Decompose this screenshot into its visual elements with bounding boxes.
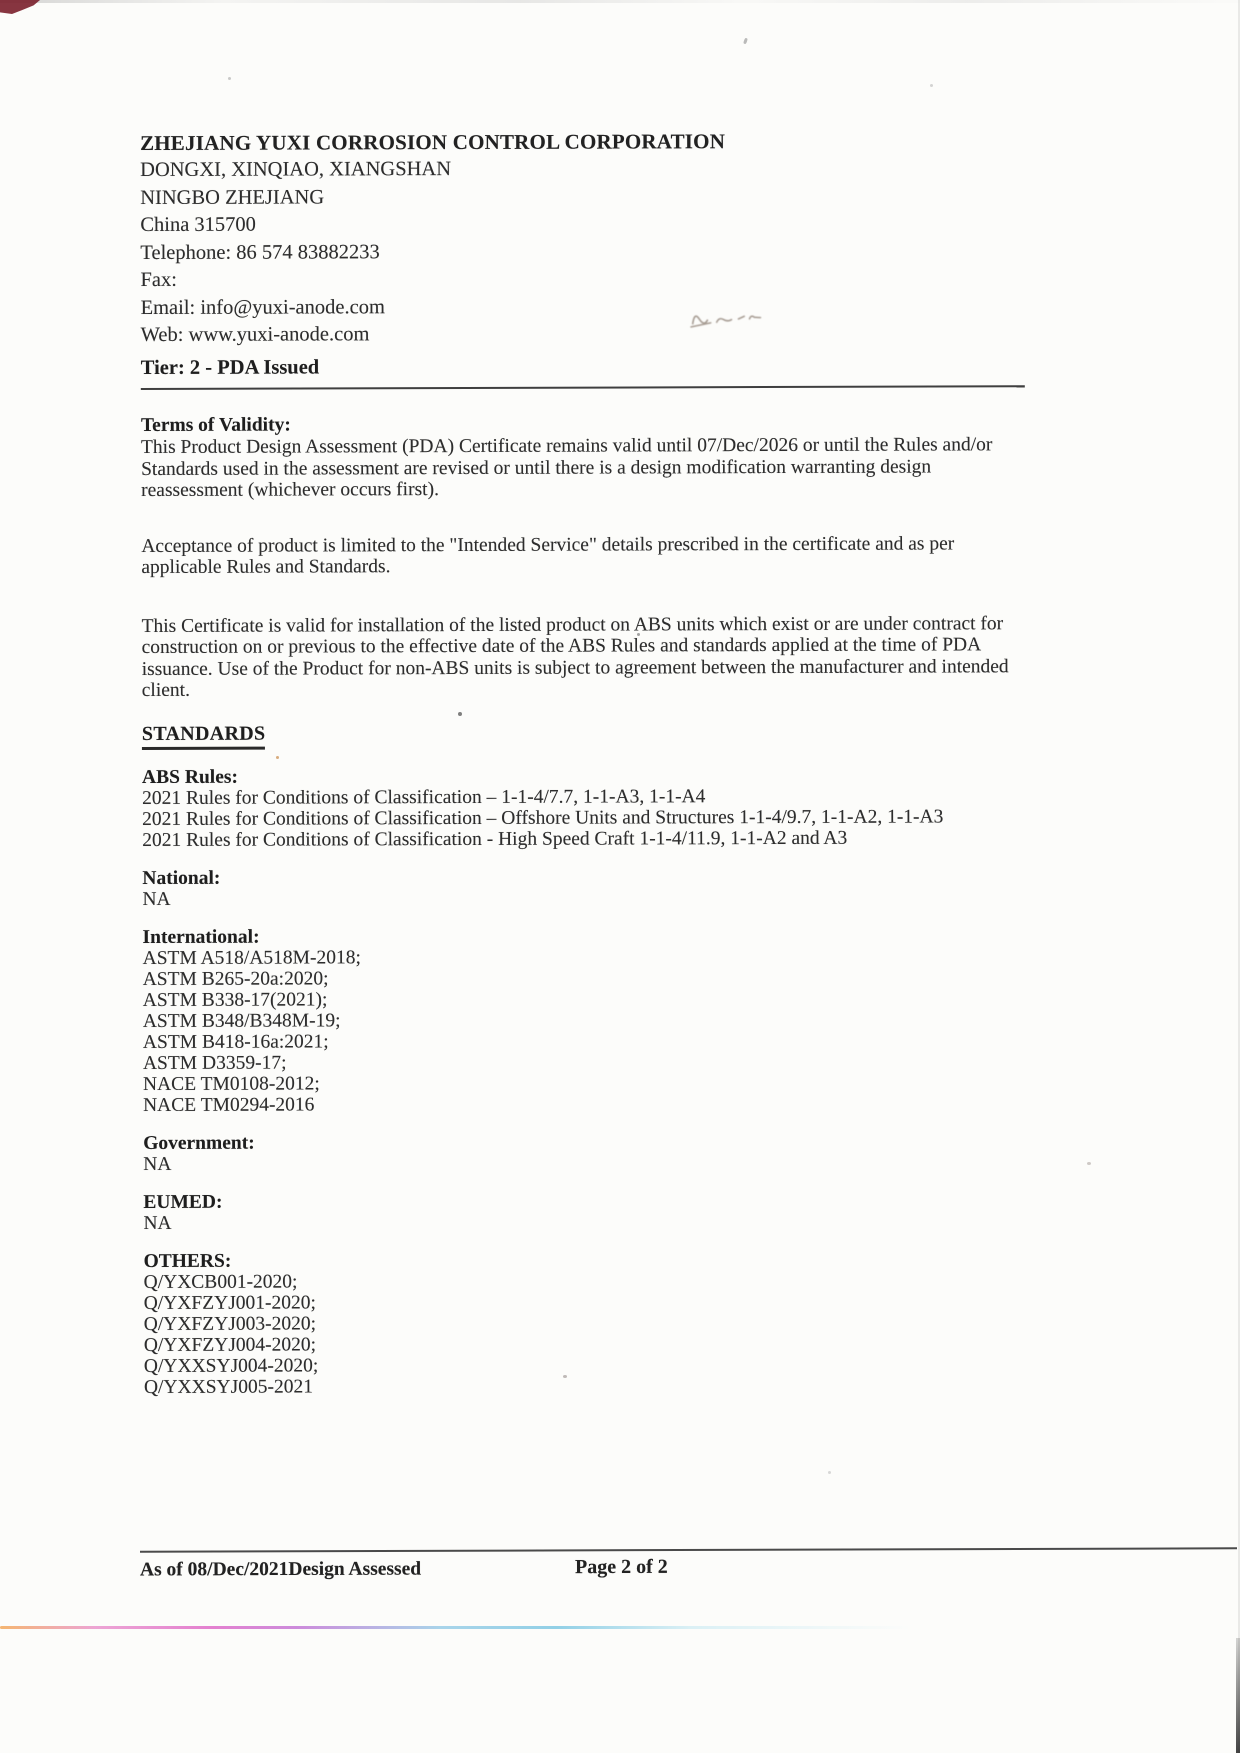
standard-line: 2021 Rules for Conditions of Classification – Offshore Units and Structures 1-1-4/9.7, 1-1-A2, 1-1-A3 (142, 805, 944, 830)
standard-line: Q/YXFZYJ001-2020; (143, 1291, 316, 1314)
standard-line: Q/YXCB001-2020; (143, 1271, 298, 1293)
standards-section-lines (144, 1269, 1028, 1398)
footer-divider-rule (140, 1547, 1237, 1552)
terms-of-validity-heading: Terms of Validity: (140, 414, 291, 436)
page-indicator: Page 2 of 2 (574, 1555, 668, 1579)
standards-section-lines (142, 785, 1026, 851)
document-body (140, 126, 1028, 1397)
standard-line: Q/YXFZYJ003-2020; (143, 1312, 317, 1335)
standard-line: 2021 Rules for Conditions of Classification – 1-1-4/7.7, 1-1-A3, 1-1-A4 (142, 785, 706, 809)
dust-speck (1087, 1162, 1091, 1165)
standards-section-lines (143, 945, 1028, 1116)
dust-speck (228, 77, 231, 80)
standard-line: Q/YXXSYJ005-2021 (143, 1375, 313, 1398)
standard-line: NA (143, 1212, 172, 1234)
standard-line: ASTM B348/B348M-19; (142, 1009, 341, 1032)
scanner-top-edge-shadow (0, 0, 1240, 3)
standards-section-national (142, 865, 1026, 910)
address-line: Web: www.yuxi-anode.com (140, 323, 370, 346)
scanner-rainbow-line (0, 1626, 960, 1629)
standard-line: ASTM B338-17(2021); (142, 988, 328, 1011)
red-corner-mark (0, 0, 40, 14)
standards-section-title: EUMED: (143, 1191, 223, 1213)
standard-line: 2021 Rules for Conditions of Classification - High Speed Craft 1-1-4/11.9, 1-1-A2 and A3 (142, 827, 848, 851)
standards-section-lines (143, 1151, 1027, 1175)
standard-line: Q/YXXSYJ004-2020; (143, 1354, 319, 1377)
standard-line: ASTM B418-16a:2021; (142, 1030, 329, 1053)
address-line: NINGBO ZHEJIANG (140, 185, 325, 209)
standard-line: ASTM B265-20a:2020; (142, 967, 329, 990)
address-line: China 315700 (140, 213, 256, 236)
header-divider-rule (141, 385, 1025, 390)
standard-line: NACE TM0294-2016 (143, 1093, 315, 1116)
standards-section-title: ABS Rules: (142, 766, 238, 788)
dust-speck (930, 84, 933, 87)
standards-section-eumed (143, 1189, 1027, 1234)
standard-line: NACE TM0108-2012; (142, 1072, 320, 1095)
terms-paragraph: Acceptance of product is limited to the "Intended Service" details prescribed in the certificate and as per applicable Rules and Standards. (141, 532, 955, 578)
standard-line: ASTM A518/A518M-2018; (142, 946, 361, 969)
scanner-right-edge-shadow (1236, 1638, 1240, 1753)
address-line: DONGXI, XINQIAO, XIANGSHAN (140, 158, 452, 181)
dust-speck (743, 38, 748, 45)
dust-speck (828, 1471, 831, 1474)
standards-section-title: International: (142, 926, 260, 948)
standards-section-others (144, 1248, 1028, 1398)
company-address-block (140, 154, 1025, 349)
standards-section-abs-rules (142, 764, 1026, 851)
footer-assessment-date: As of 08/Dec/2021Design Assessed (139, 1558, 422, 1581)
standard-line: Q/YXFZYJ004-2020; (143, 1333, 317, 1356)
terms-paragraph: This Certificate is valid for installation of the listed product on ABS units which exist or are under contract for construction on or previous to the effective date of the ABS Rules and standards applied at the time of PDA issuance. Use of the Product for non-ABS units is subject to agreement between the manufacturer and intended client. (141, 612, 1009, 701)
standard-line: ASTM D3359-17; (142, 1052, 287, 1074)
terms-paragraph: This Product Design Assessment (PDA) Certificate remains valid until 07/Dec/2026 or until the Rules and/or Standards used in the assessment are revised or until there is a design modification warranting design reassessment (whichever occurs first). (140, 434, 993, 501)
standards-section-title: Government: (143, 1132, 255, 1154)
standards-section-title: National: (142, 867, 221, 889)
address-line: Email: info@yuxi-anode.com (140, 295, 385, 319)
standards-section-title: OTHERS: (143, 1250, 232, 1272)
standard-line: NA (143, 1153, 172, 1175)
standard-line: NA (142, 888, 171, 910)
address-line: Telephone: 86 574 83882233 (140, 240, 380, 264)
tier-status-line: Tier: 2 - PDA Issued (140, 355, 320, 379)
standards-section-government (143, 1130, 1027, 1175)
standards-heading: STANDARDS (142, 722, 266, 749)
address-line: Fax: (140, 268, 177, 291)
standards-section-lines (142, 886, 1026, 910)
standards-section-lines (143, 1210, 1027, 1234)
company-name: ZHEJIANG YUXI CORROSION CONTROL CORPORATION (140, 129, 726, 155)
standards-section-international (143, 924, 1028, 1116)
